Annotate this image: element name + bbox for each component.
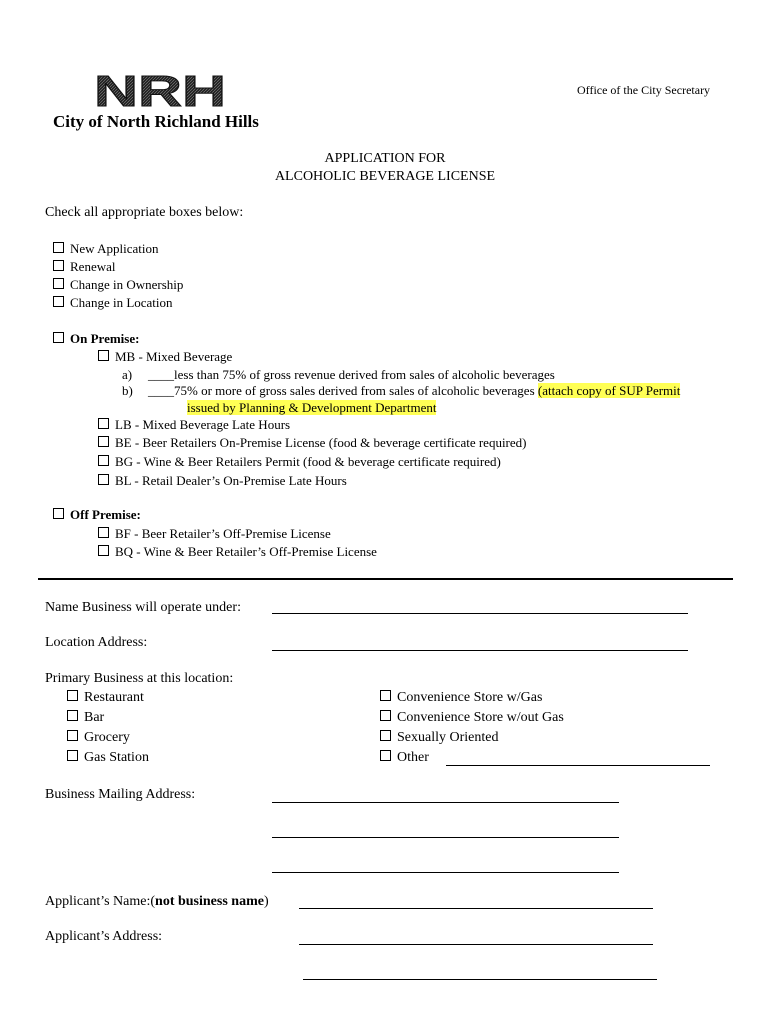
checkbox-change-location[interactable]: Change in Location <box>53 295 173 311</box>
checkbox-convenience-no-gas[interactable]: Convenience Store w/out Gas <box>380 710 564 726</box>
checkbox-icon[interactable] <box>53 296 64 307</box>
checkbox-icon[interactable] <box>67 730 78 741</box>
checkbox-new-application[interactable]: New Application <box>53 241 158 257</box>
checkbox-other[interactable]: Other <box>380 750 429 766</box>
svg-text:NRH: NRH <box>94 70 226 110</box>
mb-option-b-prefix: b) <box>122 383 133 398</box>
checkbox-icon[interactable] <box>53 332 64 343</box>
checkbox-mb[interactable]: MB - Mixed Beverage <box>98 349 232 365</box>
checkbox-icon[interactable] <box>67 690 78 701</box>
checkbox-icon[interactable] <box>98 474 109 485</box>
mailing-address-field-1[interactable] <box>272 802 619 803</box>
checkbox-icon[interactable] <box>98 455 109 466</box>
checkbox-bl[interactable]: BL - Retail Dealer’s On-Premise Late Hours <box>98 473 347 489</box>
checkbox-icon[interactable] <box>98 527 109 538</box>
other-field[interactable] <box>446 765 710 766</box>
mb-option-a: ____less than 75% of gross revenue derived from sales of alcoholic beverages <box>148 367 555 382</box>
checkbox-bg[interactable]: BG - Wine & Beer Retailers Permit (food & beverage certificate required) <box>98 454 501 470</box>
section-divider <box>38 578 733 580</box>
checkbox-icon[interactable] <box>67 750 78 761</box>
applicant-address-field-1[interactable] <box>299 944 653 945</box>
checkbox-icon[interactable] <box>98 418 109 429</box>
primary-business-label: Primary Business at this location: <box>45 671 234 686</box>
checkbox-on-premise[interactable]: On Premise: <box>53 331 139 347</box>
mailing-address-field-3[interactable] <box>272 872 619 873</box>
business-name-label: Name Business will operate under: <box>45 600 241 615</box>
location-address-label: Location Address: <box>45 635 148 650</box>
mailing-address-label: Business Mailing Address: <box>45 787 196 802</box>
checkbox-lb[interactable]: LB - Mixed Beverage Late Hours <box>98 417 290 433</box>
mb-option-b: ____75% or more of gross sales derived from sales of alcoholic beverages (attach copy of SUP Permit <box>148 383 681 398</box>
checkbox-grocery[interactable]: Grocery <box>67 730 130 746</box>
checkbox-icon[interactable] <box>380 690 391 701</box>
checkbox-icon[interactable] <box>380 710 391 721</box>
checkbox-icon[interactable] <box>98 350 109 361</box>
location-address-field[interactable] <box>272 650 688 651</box>
applicant-address-label: Applicant’s Address: <box>45 929 163 944</box>
checkbox-restaurant[interactable]: Restaurant <box>67 690 144 706</box>
checkbox-bar[interactable]: Bar <box>67 710 104 726</box>
checkbox-icon[interactable] <box>67 710 78 721</box>
office-label: Office of the City Secretary <box>577 83 711 97</box>
checkbox-renewal[interactable]: Renewal <box>53 259 115 275</box>
checkbox-icon[interactable] <box>380 750 391 761</box>
checkbox-be[interactable]: BE - Beer Retailers On-Premise License (food & beverage certificate required) <box>98 435 526 451</box>
checkbox-bf[interactable]: BF - Beer Retailer’s Off-Premise License <box>98 526 331 542</box>
checkbox-icon[interactable] <box>53 242 64 253</box>
checkbox-convenience-gas[interactable]: Convenience Store w/Gas <box>380 690 542 706</box>
checkbox-icon[interactable] <box>53 278 64 289</box>
checkbox-off-premise[interactable]: Off Premise: <box>53 507 141 523</box>
checkbox-icon[interactable] <box>53 260 64 271</box>
instructions: Check all appropriate boxes below: <box>45 205 244 220</box>
form-title-line1: APPLICATION FOR <box>324 151 446 166</box>
checkbox-gas-station[interactable]: Gas Station <box>67 750 149 766</box>
city-name: City of North Richland Hills <box>53 112 259 131</box>
mailing-address-field-2[interactable] <box>272 837 619 838</box>
business-name-field[interactable] <box>272 613 688 614</box>
checkbox-icon[interactable] <box>380 730 391 741</box>
applicant-name-field[interactable] <box>299 908 653 909</box>
checkbox-bq[interactable]: BQ - Wine & Beer Retailer’s Off-Premise License <box>98 544 377 560</box>
form-title-line2: ALCOHOLIC BEVERAGE LICENSE <box>274 169 496 184</box>
checkbox-icon[interactable] <box>53 508 64 519</box>
checkbox-icon[interactable] <box>98 436 109 447</box>
mb-option-b-note: issued by Planning & Development Department <box>187 400 437 415</box>
nrh-logo <box>94 70 226 110</box>
checkbox-icon[interactable] <box>98 545 109 556</box>
checkbox-change-ownership[interactable]: Change in Ownership <box>53 277 183 293</box>
checkbox-sexually-oriented[interactable]: Sexually Oriented <box>380 730 498 746</box>
applicant-name-label: Applicant’s Name:(not business name) <box>45 894 269 909</box>
mb-option-a-prefix: a) <box>122 367 133 382</box>
applicant-address-field-2[interactable] <box>303 979 657 980</box>
